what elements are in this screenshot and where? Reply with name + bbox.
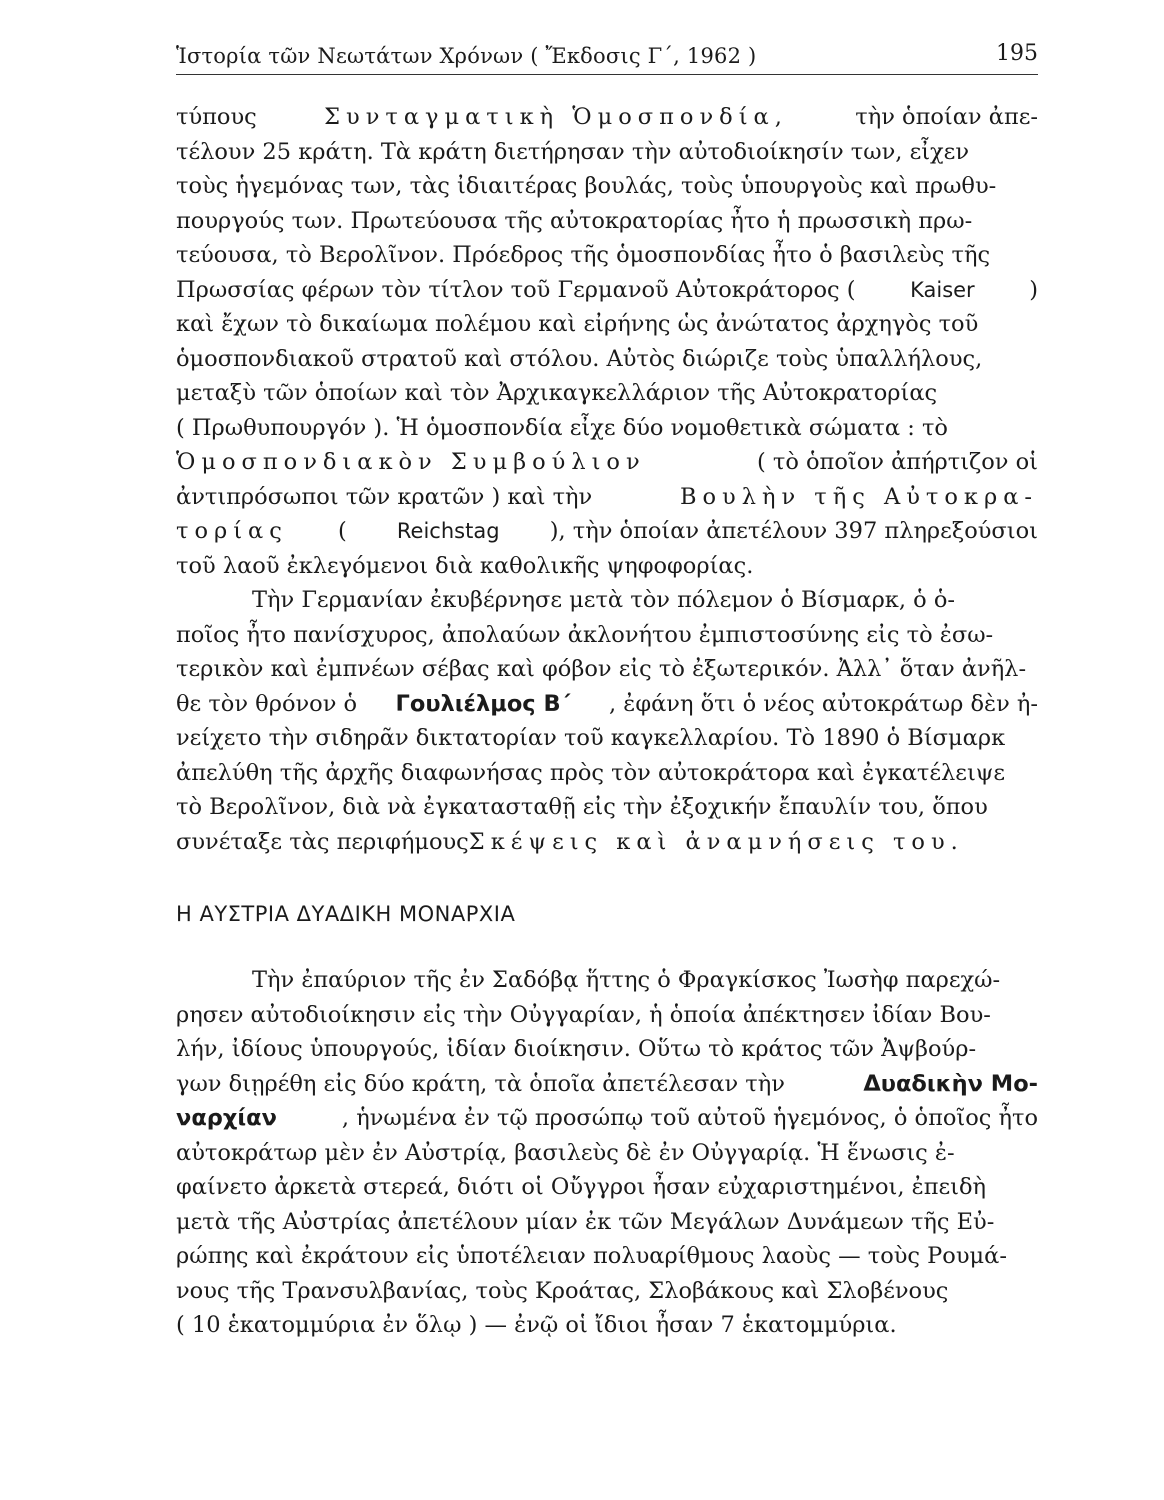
text-segment: , ἐφάνη ὅτι ὁ νέος αὐτοκράτωρ δὲν ἠ-: [608, 690, 1038, 717]
running-title: Ἱστορία τῶν Νεωτάτων Χρόνων ( Ἔκδοσις Γ΄, 1962 ): [176, 44, 757, 68]
text-segment: Σκέψεις καὶ ἀναμνήσεις του.: [468, 828, 964, 855]
text-line: [176, 1032, 1038, 1067]
text-segment: τεύουσα, τὸ Βερολῖνον. Πρόεδρος τῆς ὁμοσπονδίας ἦτο ὁ βασιλεὺς τῆς: [176, 242, 991, 268]
text-line: [176, 549, 1038, 584]
text-segment: Συνταγματικὴ Ὁμοσπονδία,: [324, 104, 788, 130]
text-segment: τὸ Βερολῖνον, διὰ νὰ ἐγκατασταθῇ εἰς τὴν ἐξοχικήν ἔπαυλίν του, ὅπου: [176, 794, 988, 820]
text-line: [176, 652, 1038, 687]
text-segment: καὶ ἔχων τὸ δικαίωμα πολέμου καὶ εἰρήνης ὡς ἀνώτατος ἀρχηγὸς τοῦ: [176, 311, 979, 337]
text-line: [176, 1239, 1038, 1274]
text-line: [176, 100, 1038, 135]
text-segment: τέλουν 25 κράτη. Τὰ κράτη διετήρησαν τὴν αὐτοδιοίκησίν των, εἶχεν: [176, 138, 970, 165]
text-line: [176, 1101, 1038, 1136]
paragraph-federation: [176, 100, 1038, 583]
text-segment: ( τὸ ὁποῖον ἀπήρτιζον οἱ: [756, 449, 1038, 475]
running-header: [176, 34, 1038, 75]
text-segment: Τὴν ἐπαύριον τῆς ἐν Σαδόβᾳ ἥττης ὁ Φραγκίσκος Ἰωσὴφ παρεχώ-: [252, 967, 1001, 993]
text-line: [176, 998, 1038, 1033]
text-segment: (: [337, 518, 347, 544]
text-segment: Δυαδικὴν Μο-: [863, 1070, 1038, 1097]
text-line: [176, 825, 1038, 860]
text-segment: θε τὸν θρόνον ὁ: [176, 690, 358, 717]
text-line: [176, 1170, 1038, 1205]
text-segment: νους τῆς Τρανσυλβανίας, τοὺς Κροάτας, Σλοβάκους καὶ Σλοβένους: [176, 1277, 949, 1304]
paragraph-austria: [176, 963, 1038, 1343]
text-segment: ( 10 ἑκατομμύρια ἐν ὅλῳ ) — ἐνῷ οἱ ἴδιοι ἦσαν 7 ἑκατομμύρια.: [176, 1312, 897, 1338]
text-segment: ), τὴν ὁποίαν ἀπετέλουν 397 πληρεξούσιοι: [549, 518, 1038, 544]
page-body: [176, 100, 1038, 1343]
text-line: [176, 583, 1038, 618]
text-segment: λήν, ἰδίους ὑπουργούς, ἰδίαν διοίκησιν. Οὕτω τὸ κράτος τῶν Ἀψβούρ-: [176, 1036, 977, 1062]
text-segment: ναρχίαν: [176, 1105, 277, 1131]
text-segment: Ὁμοσπονδιακὸν Συμβούλιον: [176, 449, 646, 475]
text-segment: ὁμοσπονδιακοῦ στρατοῦ καὶ στόλου. Αὐτὸς διώριζε τοὺς ὑπαλλήλους,: [176, 345, 983, 372]
text-segment: Reichstag: [396, 519, 500, 543]
text-segment: αὐτοκράτωρ μὲν ἐν Αὐστρίᾳ, βασιλεὺς δὲ ἐν Οὐγγαρίᾳ. Ἡ ἕνωσις ἐ-: [176, 1139, 955, 1166]
text-segment: ἀπελύθη τῆς ἀρχῆς διαφωνήσας πρὸς τὸν αὐτοκράτορα καὶ ἐγκατέλειψε: [176, 759, 1006, 786]
text-segment: τοῦ λαοῦ ἐκλεγόμενοι διὰ καθολικῆς ψηφοφορίας.: [176, 552, 754, 579]
section-heading: Η ΑΥΣΤΡΙΑ ΔΥΑΔΙΚΗ ΜΟΝΑΡΧΙΑ: [176, 902, 516, 926]
text-line: [176, 721, 1038, 756]
text-segment: τύπους: [176, 104, 257, 130]
paragraph-bismarck: [176, 583, 1038, 859]
text-segment: φαίνετο ἀρκετὰ στερεά, διότι οἱ Οὔγγροι ἦσαν εὐχαριστημένοι, ἐπειδὴ: [176, 1174, 987, 1200]
text-line: [176, 687, 1038, 722]
text-line: [176, 204, 1038, 239]
text-line: [176, 514, 1038, 549]
text-segment: νείχετο τὴν σιδηρᾶν δικτατορίαν τοῦ καγκελλαρίου. Τὸ 1890 ὁ Βίσμαρκ: [176, 725, 1006, 751]
text-line: [176, 963, 1038, 998]
text-segment: Βουλὴν τῆς Αὐτοκρα-: [679, 483, 1038, 510]
text-line: [176, 1067, 1038, 1102]
text-line: [176, 1205, 1038, 1240]
text-segment: μετὰ τῆς Αὐστρίας ἀπετέλουν μίαν ἐκ τῶν Μεγάλων Δυνάμεων τῆς Εὐ-: [176, 1208, 995, 1235]
text-line: [176, 790, 1038, 825]
text-line: [176, 169, 1038, 204]
text-segment: συνέταξε τὰς περιφήμους: [176, 828, 469, 855]
text-line: [176, 273, 1038, 308]
text-segment: ρώπης καὶ ἐκράτουν εἰς ὑποτέλειαν πολυαρίθμους λαοὺς — τοὺς Ρουμά-: [176, 1243, 1007, 1269]
text-segment: μεταξὺ τῶν ὁποίων καὶ τὸν Ἀρχικαγκελλάριον τῆς Αὐτοκρατορίας: [176, 380, 938, 406]
text-line: [176, 445, 1038, 480]
text-segment: τορίας: [176, 518, 288, 544]
text-line: [176, 1274, 1038, 1309]
text-segment: ἀντιπρόσωποι τῶν κρατῶν ) καὶ τὴν: [176, 483, 593, 510]
text-segment: γων διῃρέθη εἰς δύο κράτη, τὰ ὁποῖα ἀπετέλεσαν τὴν: [176, 1070, 785, 1097]
text-line: [176, 135, 1038, 170]
text-segment: ( Πρωθυπουργόν ). Ἡ ὁμοσπονδία εἶχε δύο νομοθετικὰ σώματα : τὸ: [176, 414, 948, 441]
text-segment: πουργούς των. Πρωτεύουσα τῆς αὐτοκρατορίας ἦτο ἡ πρωσσικὴ πρω-: [176, 207, 973, 234]
text-segment: τὴν ὁποίαν ἀπε-: [855, 104, 1038, 130]
text-segment: Πρωσσίας φέρων τὸν τίτλον τοῦ Γερμανοῦ Αὐτοκράτορος (: [176, 276, 856, 303]
text-segment: Τὴν Γερμανίαν ἐκυβέρνησε μετὰ τὸν πόλεμον ὁ Βίσμαρκ, ὁ ὁ-: [252, 587, 956, 613]
text-segment: Γουλιέλμος Β΄: [395, 690, 571, 717]
text-segment: ποῖος ἦτο πανίσχυρος, ἀπολαύων ἀκλονήτου ἐμπιστοσύνης εἰς τὸ ἐσω-: [176, 621, 994, 648]
page-number: 195: [996, 41, 1038, 66]
text-segment: ρησεν αὐτοδιοίκησιν εἰς τὴν Οὐγγαρίαν, ἡ ὁποία ἀπέκτησεν ἰδίαν Βου-: [176, 1001, 991, 1028]
text-segment: τερικὸν καὶ ἐμπνέων σέβας καὶ φόβον εἰς τὸ ἐξωτερικόν. Ἀλλ᾽ ὅταν ἀνῆλ-: [176, 656, 1027, 682]
text-line: [176, 756, 1038, 791]
text-line: [176, 1136, 1038, 1171]
text-segment: τοὺς ἡγεμόνας των, τὰς ἰδιαιτέρας βουλάς, τοὺς ὑπουργοὺς καὶ πρωθυ-: [176, 173, 997, 199]
text-line: [176, 342, 1038, 377]
text-segment: ): [1029, 276, 1038, 303]
text-line: [176, 480, 1038, 515]
text-line: [176, 411, 1038, 446]
text-line: [176, 618, 1038, 653]
text-line: [176, 307, 1038, 342]
text-line: [176, 238, 1038, 273]
text-line: [176, 1308, 1038, 1343]
text-segment: Kaiser: [910, 277, 975, 302]
text-line: [176, 376, 1038, 411]
text-segment: , ἡνωμένα ἐν τῷ προσώπῳ τοῦ αὐτοῦ ἡγεμόνος, ὁ ὁποῖος ἦτο: [341, 1105, 1038, 1131]
